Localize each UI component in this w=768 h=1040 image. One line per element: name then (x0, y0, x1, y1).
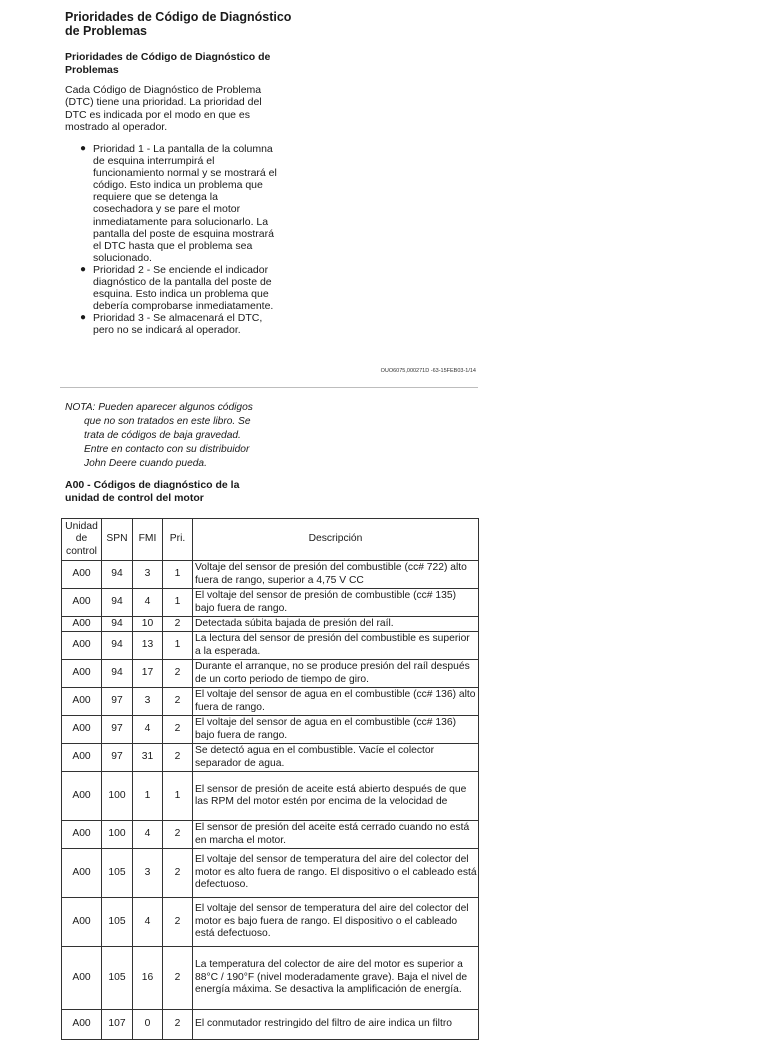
note-block (65, 401, 265, 471)
table-cell: 0 (133, 1010, 163, 1040)
bullet-icon: ● (80, 312, 87, 324)
table-cell: A00 (62, 1010, 102, 1040)
table-cell: 16 (133, 947, 163, 1010)
table-cell: 1 (163, 561, 193, 589)
table-cell: 2 (163, 617, 193, 632)
note-line: Entre en contacto con su distribuidor (84, 444, 250, 455)
table-cell: A00 (62, 744, 102, 772)
table-cell: Se detectó agua en el combustible. Vacíe el colector separador de agua. (193, 744, 479, 772)
table-cell: 1 (163, 632, 193, 660)
table-cell: 3 (133, 849, 163, 898)
table-cell: A00 (62, 898, 102, 947)
table-cell: 100 (102, 772, 133, 821)
bullet-icon: ● (80, 263, 87, 275)
table-row (62, 688, 479, 716)
priority-text: Prioridad 3 - Se almacenará el DTC, pero no se indicará al operador. (93, 312, 263, 337)
header-cell: SPN (102, 519, 133, 561)
table-cell: A00 (62, 660, 102, 688)
table-cell: El voltaje del sensor de agua en el combustible (cc# 136) alto fuera de rango. (193, 688, 479, 716)
table-cell: El conmutador restringido del filtro de aire indica un filtro (193, 1010, 479, 1040)
table-cell: 97 (102, 716, 133, 744)
divider (60, 387, 478, 388)
table-cell: 94 (102, 589, 133, 617)
table-cell: 3 (133, 688, 163, 716)
table-row (62, 821, 479, 849)
table-cell: El voltaje del sensor de agua en el combustible (cc# 136) bajo fuera de rango. (193, 716, 479, 744)
table-cell: A00 (62, 617, 102, 632)
table-section-title: A00 - Códigos de diagnóstico de la unidad de control del motor (65, 479, 240, 504)
table-header-row (62, 519, 479, 561)
table-cell: 2 (163, 744, 193, 772)
priority-text: Prioridad 2 - Se enciende el indicador diagnóstico de la pantalla del poste de esquina. Esto indica un problema que debería comprobarse inmediatamente. (93, 263, 274, 313)
table-cell: 1 (163, 772, 193, 821)
table-cell: 2 (163, 688, 193, 716)
table-row (62, 947, 479, 1010)
header-cell: Pri. (163, 519, 193, 561)
table-cell: 2 (163, 849, 193, 898)
table-cell: 1 (133, 772, 163, 821)
table-cell: 107 (102, 1010, 133, 1040)
table-cell: 4 (133, 716, 163, 744)
table-row (62, 716, 479, 744)
table-cell: A00 (62, 772, 102, 821)
note-line: que no son tratados en este libro. Se (84, 416, 251, 427)
table-cell: 100 (102, 821, 133, 849)
table-cell: El sensor de presión del aceite está cerrado cuando no está en marcha el motor. (193, 821, 479, 849)
table-cell: A00 (62, 849, 102, 898)
table-row (62, 660, 479, 688)
bullet-icon: ● (80, 143, 87, 154)
table-cell: A00 (62, 716, 102, 744)
table-cell: 105 (102, 849, 133, 898)
table-cell: 97 (102, 744, 133, 772)
table-cell: 10 (133, 617, 163, 632)
table-cell: 2 (163, 1010, 193, 1040)
table-cell: 94 (102, 660, 133, 688)
table-cell: 4 (133, 821, 163, 849)
table-cell: 97 (102, 688, 133, 716)
list-item (65, 264, 280, 312)
table-cell: El voltaje del sensor de temperatura del aire del colector del motor es alto fuera de rango. El dispositivo o el cableado está defectuoso. (193, 849, 479, 898)
table-cell: 2 (163, 898, 193, 947)
table-row (62, 561, 479, 589)
table-cell: 31 (133, 744, 163, 772)
table-cell: 1 (163, 589, 193, 617)
table-cell: 94 (102, 561, 133, 589)
table-cell: 94 (102, 632, 133, 660)
note-line: trata de códigos de baja gravedad. (84, 430, 241, 441)
note-line: John Deere cuando pueda. (84, 458, 207, 469)
table-cell: 13 (133, 632, 163, 660)
table-cell: 4 (133, 898, 163, 947)
table-cell: 2 (163, 716, 193, 744)
header-cell: Unidad de control (62, 519, 102, 561)
table-cell: 4 (133, 589, 163, 617)
table-cell: El voltaje del sensor de presión de combustible (cc# 135) bajo fuera de rango. (193, 589, 479, 617)
table-cell: 3 (133, 561, 163, 589)
dtc-table (61, 518, 479, 1040)
table-row (62, 772, 479, 821)
page-title: Prioridades de Código de Diagnóstico de Problemas (65, 10, 292, 38)
list-item (65, 312, 280, 336)
table-cell: La temperatura del colector de aire del motor es superior a 88°C / 190°F (nivel moderadamente grave). Baja el nivel de energía máxima. Se desactiva la amplificación de energía. (193, 947, 479, 1010)
table-cell: A00 (62, 561, 102, 589)
table-row (62, 1010, 479, 1040)
header-cell: Descripción (193, 519, 479, 561)
table-cell: 2 (163, 947, 193, 1010)
table-row (62, 744, 479, 772)
table-cell: A00 (62, 821, 102, 849)
table-cell: 17 (133, 660, 163, 688)
table-row (62, 632, 479, 660)
table-cell: La lectura del sensor de presión del combustible es superior a la esperada. (193, 632, 479, 660)
table-row (62, 849, 479, 898)
priority-text: Prioridad 1 - La pantalla de la columna de esquina interrumpirá el funcionamiento normal y se mostrará el código. Esto indica un problema que requiere que se detenga la cosechadora y se pare el motor inmediatamente para solucionarlo. La pantalla del poste de esquina mostrará el DTC hasta que el problema sea solucionado. (93, 143, 277, 264)
table-cell: A00 (62, 632, 102, 660)
table-cell: Detectada súbita bajada de presión del raíl. (193, 617, 479, 632)
table-row (62, 617, 479, 632)
table-cell: 105 (102, 898, 133, 947)
table-cell: El sensor de presión de aceite está abierto después de que las RPM del motor estén por encima de la velocidad de (193, 772, 479, 821)
table-cell: 94 (102, 617, 133, 632)
table-row (62, 898, 479, 947)
table-cell: Voltaje del sensor de presión del combustible (cc# 722) alto fuera de rango, superior a 4,75 V CC (193, 561, 479, 589)
reference-code: OUO6075,000271D -63-15FEB03-1/14 (380, 368, 476, 374)
priority-list (65, 143, 280, 337)
section-heading: Prioridades de Código de Diagnóstico de Problemas (65, 51, 271, 76)
table-cell: 105 (102, 947, 133, 1010)
list-item (65, 143, 280, 264)
table-cell: El voltaje del sensor de temperatura del aire del colector del motor es bajo fuera de rango. El dispositivo o el cableado está defectuoso. (193, 898, 479, 947)
table-cell: 2 (163, 821, 193, 849)
table-cell: Durante el arranque, no se produce presión del raíl después de un corto periodo de tiempo de giro. (193, 660, 479, 688)
header-cell: FMI (133, 519, 163, 561)
table-cell: A00 (62, 688, 102, 716)
table-cell: 2 (163, 660, 193, 688)
table-cell: A00 (62, 589, 102, 617)
note-line: NOTA: Pueden aparecer algunos códigos (65, 402, 253, 413)
table-cell: A00 (62, 947, 102, 1010)
table-row (62, 589, 479, 617)
intro-paragraph: Cada Código de Diagnóstico de Problema (DTC) tiene una prioridad. La prioridad del DTC es indicada por el modo en que es mostrado al operador. (65, 84, 262, 133)
